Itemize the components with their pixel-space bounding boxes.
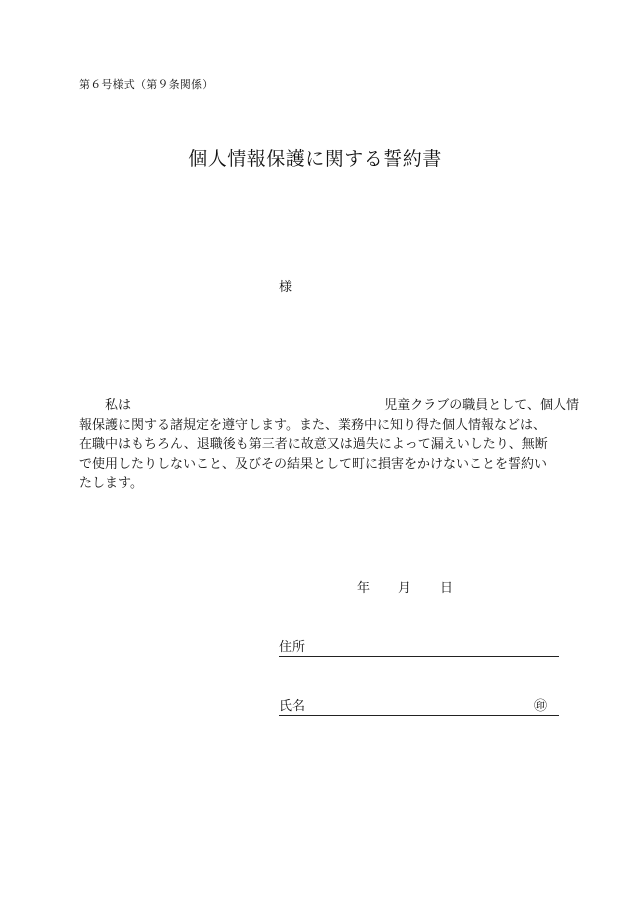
form-number: 第６号様式（第９条関係）: [79, 78, 214, 91]
pledge-line-3: 在職中はもちろん、退職後も第三者に故意又は過失によって漏えいしたり、無断: [79, 437, 548, 452]
pledge-line-1-lead: 私は: [105, 398, 132, 413]
address-label: 住所: [279, 640, 306, 655]
pledge-line-4: で使用したりしないこと、及びその結果として町に損害をかけないことを誓約い: [79, 456, 548, 472]
pledge-line-5: たします。: [79, 476, 143, 491]
address-field: [279, 636, 559, 657]
date-day-label: 日: [440, 581, 454, 596]
pledge-line-2: 報保護に関する諸規定を遵守します。また、業務中に知り得た個人情報などは、: [79, 417, 546, 433]
name-field: [279, 695, 559, 716]
pledge-body: [79, 396, 579, 494]
date-month-label: 月: [398, 581, 412, 596]
date-year-label: 年: [357, 581, 371, 596]
pledge-line-1: [79, 396, 579, 416]
pledge-line-1-rest: 児童クラブの職員として、個人情: [384, 398, 579, 413]
document-title: 個人情報保護に関する誓約書: [188, 148, 442, 170]
name-label: 氏名: [279, 699, 306, 714]
addressee-suffix: 様: [279, 280, 293, 295]
seal-mark-icon: ㊞: [533, 699, 547, 714]
